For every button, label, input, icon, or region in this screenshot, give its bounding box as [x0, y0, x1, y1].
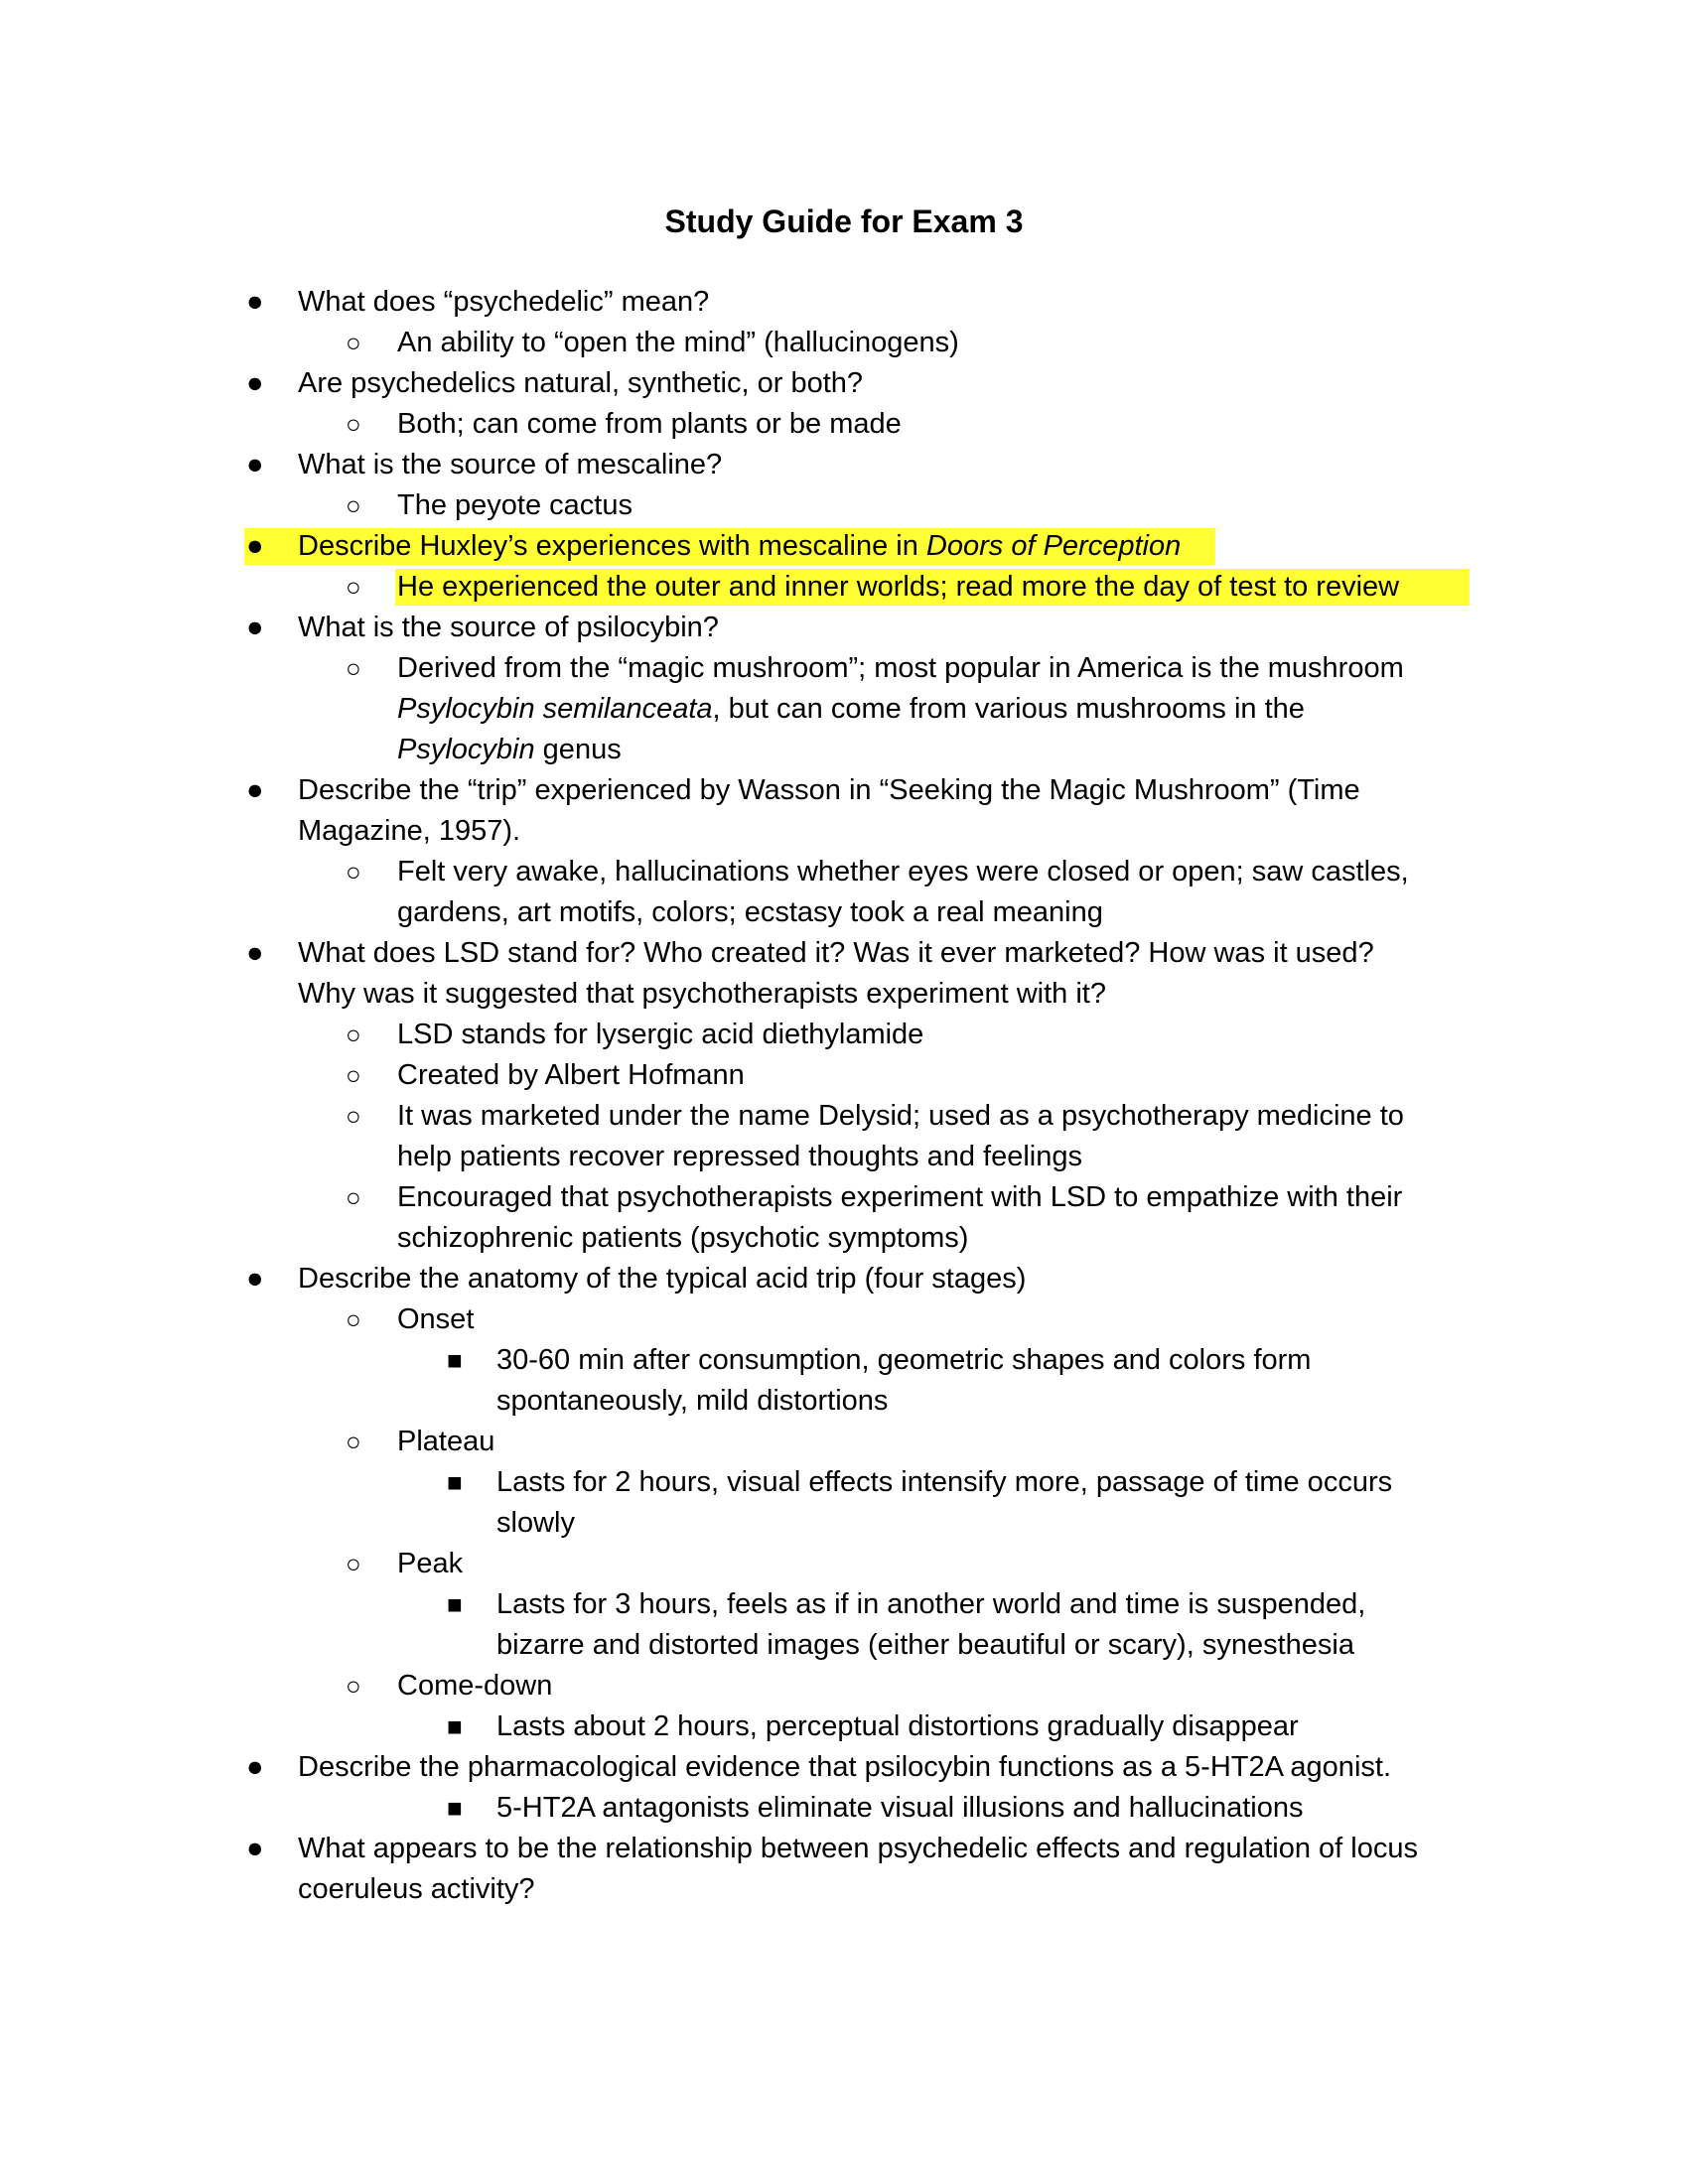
- answer-line-rest: , but can come from various mushrooms in the: [712, 693, 1305, 725]
- question-line: Magazine, 1957).: [298, 815, 521, 847]
- answer-text: Created by Albert Hofmann: [397, 1059, 745, 1091]
- answer-item: [0, 648, 1688, 770]
- question-text: Are psychedelics natural, synthetic, or both?: [298, 367, 864, 399]
- bullet-marker: ●: [246, 286, 264, 318]
- circle-marker: ○: [346, 490, 361, 520]
- circle-marker: ○: [346, 653, 361, 683]
- circle-marker: ○: [346, 1060, 361, 1090]
- question-text: Describe the anatomy of the typical acid trip (four stages): [298, 1263, 1027, 1295]
- answer-line-rest: genus: [534, 734, 622, 765]
- stage-name: Onset: [397, 1303, 475, 1335]
- answer-detail: [0, 1788, 1688, 1829]
- answer-line: gardens, art motifs, colors; ecstasy took a real meaning: [397, 896, 1103, 928]
- question-text: What does “psychedelic” mean?: [298, 286, 710, 318]
- question-item: [0, 770, 1688, 852]
- circle-marker: ○: [346, 572, 361, 602]
- question-item: [0, 1747, 1688, 1788]
- answer-line: Encouraged that psychotherapists experiment with LSD to empathize with their: [397, 1181, 1403, 1213]
- question-text: Describe the pharmacological evidence that psilocybin functions as a 5-HT2A agonist.: [298, 1751, 1391, 1783]
- highlighted-question-item: [0, 526, 1688, 567]
- answer-item: [0, 1096, 1688, 1177]
- answer-line: help patients recover repressed thoughts and feelings: [397, 1141, 1082, 1172]
- question-line: What does LSD stand for? Who created it? Was it ever marketed? How was it used?: [298, 937, 1374, 969]
- stage-detail-line: spontaneously, mild distortions: [496, 1385, 889, 1417]
- species-name: Psylocybin semilanceata: [397, 693, 713, 725]
- question-item: [0, 282, 1688, 323]
- stage-item: [0, 1544, 1688, 1584]
- stage-item: [0, 1299, 1688, 1340]
- question-text: [298, 526, 1688, 567]
- bullet-marker: ●: [246, 530, 264, 562]
- square-marker: ■: [447, 1793, 463, 1823]
- square-marker: ■: [447, 1589, 463, 1619]
- square-marker: ■: [447, 1467, 463, 1497]
- stage-name: Plateau: [397, 1426, 495, 1457]
- circle-marker: ○: [346, 1549, 361, 1578]
- question-item: [0, 933, 1688, 1015]
- stage-detail: [0, 1340, 1688, 1422]
- circle-marker: ○: [346, 1020, 361, 1049]
- answer-text: The peyote cactus: [397, 489, 633, 521]
- question-line: Why was it suggested that psychotherapists experiment with it?: [298, 978, 1106, 1010]
- answer-item: [0, 1015, 1688, 1055]
- stage-detail-line: 30-60 min after consumption, geometric shapes and colors form: [496, 1344, 1312, 1376]
- stage-item: [0, 1422, 1688, 1462]
- answer-line: [397, 689, 1688, 730]
- circle-marker: ○: [346, 1427, 361, 1456]
- answer-line: Felt very awake, hallucinations whether eyes were closed or open; saw castles,: [397, 856, 1409, 887]
- circle-marker: ○: [346, 1671, 361, 1701]
- circle-marker: ○: [346, 409, 361, 439]
- answer-text: LSD stands for lysergic acid diethylamide: [397, 1019, 924, 1050]
- question-text: What is the source of psilocybin?: [298, 612, 719, 643]
- question-line: What appears to be the relationship between psychedelic effects and regulation of locus: [298, 1833, 1418, 1864]
- answer-line: Derived from the “magic mushroom”; most popular in America is the mushroom: [397, 652, 1404, 684]
- answer-line: schizophrenic patients (psychotic symptoms): [397, 1222, 969, 1254]
- answer-text: 5-HT2A antagonists eliminate visual illusions and hallucinations: [496, 1792, 1304, 1824]
- stage-detail-line: Lasts for 3 hours, feels as if in another world and time is suspended,: [496, 1588, 1366, 1620]
- stage-detail: [0, 1462, 1688, 1544]
- bullet-marker: ●: [246, 449, 264, 480]
- stage-detail: [0, 1706, 1688, 1747]
- circle-marker: ○: [346, 857, 361, 887]
- bullet-marker: ●: [246, 612, 264, 643]
- genus-name: Psylocybin: [397, 734, 535, 765]
- stage-detail-line: slowly: [496, 1507, 575, 1539]
- answer-line: [397, 730, 1688, 770]
- page-title: Study Guide for Exam 3: [664, 204, 1024, 239]
- bullet-marker: ●: [246, 367, 264, 399]
- answer-item: [0, 404, 1688, 445]
- answer-item: [0, 323, 1688, 363]
- question-text-prefix: Describe Huxley’s experiences with mescaline in: [298, 530, 926, 562]
- stage-name: Peak: [397, 1548, 464, 1579]
- bullet-marker: ●: [246, 937, 264, 969]
- circle-marker: ○: [346, 328, 361, 357]
- bullet-marker: ●: [246, 1751, 264, 1783]
- square-marker: ■: [447, 1345, 463, 1375]
- circle-marker: ○: [346, 1101, 361, 1131]
- stage-detail-line: Lasts about 2 hours, perceptual distortions gradually disappear: [496, 1710, 1299, 1742]
- stage-name: Come-down: [397, 1670, 553, 1702]
- question-line: Describe the “trip” experienced by Wasson in “Seeking the Magic Mushroom” (Time: [298, 774, 1360, 806]
- question-item: [0, 1259, 1688, 1299]
- answer-text: An ability to “open the mind” (hallucinogens): [397, 327, 959, 358]
- highlighted-answer-item: [0, 567, 1688, 608]
- study-guide-list: [0, 282, 1688, 1910]
- stage-detail: [0, 1584, 1688, 1666]
- question-text: What is the source of mescaline?: [298, 449, 723, 480]
- stage-item: [0, 1666, 1688, 1706]
- answer-item: [0, 1177, 1688, 1259]
- bullet-marker: ●: [246, 774, 264, 806]
- stage-detail-line: bizarre and distorted images (either beautiful or scary), synesthesia: [496, 1629, 1354, 1661]
- bullet-marker: ●: [246, 1833, 264, 1864]
- answer-text: He experienced the outer and inner worlds; read more the day of test to review: [397, 571, 1400, 603]
- square-marker: ■: [447, 1711, 463, 1741]
- question-item: [0, 1829, 1688, 1910]
- answer-item: [0, 1055, 1688, 1096]
- bullet-marker: ●: [246, 1263, 264, 1295]
- answer-item: [0, 852, 1688, 933]
- question-item: [0, 363, 1688, 404]
- stage-detail-line: Lasts for 2 hours, visual effects intensify more, passage of time occurs: [496, 1466, 1393, 1498]
- circle-marker: ○: [346, 1304, 361, 1334]
- question-item: [0, 445, 1688, 485]
- question-line: coeruleus activity?: [298, 1873, 535, 1905]
- circle-marker: ○: [346, 1182, 361, 1212]
- book-title: Doors of Perception: [925, 530, 1182, 562]
- question-item: [0, 608, 1688, 648]
- answer-text: Both; can come from plants or be made: [397, 408, 902, 440]
- answer-line: It was marketed under the name Delysid; used as a psychotherapy medicine to: [397, 1100, 1404, 1132]
- answer-item: [0, 485, 1688, 526]
